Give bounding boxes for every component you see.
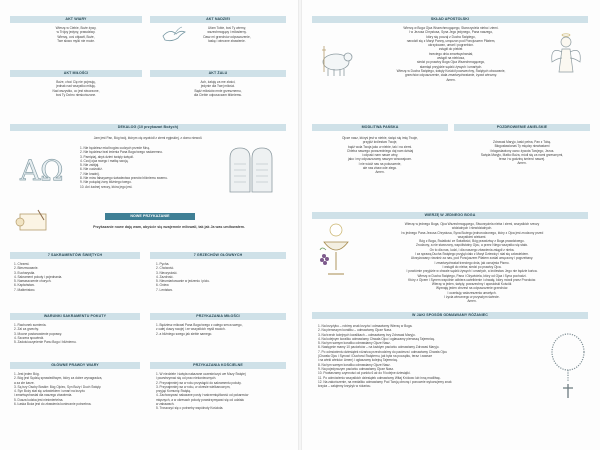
list-item: 2. Bóg jest Sędzią sprawiedliwym, który za dobre wynagradza, [14, 376, 103, 381]
list-item: 1. W niedziele i święta nakazane uczestniczyć we Mszy Świętej [156, 372, 246, 376]
text-line: ukrzyżowan, umarł i pogrzebion. [428, 43, 474, 48]
text-line: Dasz mi grzechów odpuszczenie, [203, 34, 251, 39]
text-line: I za sprawą Ducha Świętego przyjął ciało z Maryi Dziewicy i stał się człowiekiem. [415, 252, 529, 257]
list-item: 1. Nie będziesz miał bogów cudzych przede Mną. [80, 146, 150, 150]
list-item: 2. Bierzmowanie. [14, 266, 39, 271]
church-precepts-header: PRZYKAZANIA KOŚCIELNE [150, 362, 286, 369]
text-line: jednak nad wszystko miłuję. [56, 84, 96, 89]
text-line: I w jednego Pana Jezusa Chrystusa, Syna Bożego jednorodzonego, który z Ojca jest zrodzony przed [400, 230, 544, 235]
text-line: Bóg z Boga, Światłość ze Światłości, Bóg prawdziwy z Boga prawdziwego. [419, 239, 525, 244]
text-line: Amen. [517, 161, 527, 166]
new-commandment-header: NOWE PRZYKAZANIE [105, 213, 195, 220]
act-of-love-header: AKT MIŁOŚCI [10, 70, 142, 77]
text-line: Święta Maryjo, Matko Boża, módl się za nami grzesznymi, [480, 152, 564, 157]
text-line: Ukrzyżowany również za nas, pod Poncjuszem Piłatem został umęczony i pogrzebany. [410, 256, 534, 261]
text-line: Twe słowo mylić nie może. [57, 38, 95, 43]
list-item: krzyża – całujemy krzyżyk w różańcu. [318, 384, 372, 389]
text-line: Wierzę w Ducha Świętego, Pana i Ożywiciela, który od Ojca i Syna pochodzi. [417, 273, 527, 278]
text-line: Wierzę, coś objawił, Boże, [57, 34, 95, 39]
list-item: 5. Nie zabijaj. [80, 163, 100, 168]
act-of-contrition-header: AKT ŻALU [150, 70, 286, 77]
list-item: 5. Zadośćuczynienie Panu Bogu i bliźniemu. [14, 340, 77, 345]
scroll-icon [14, 208, 50, 236]
list-item: 8. Na tym samym koraliku odmawiamy Ojcze Nasz. [318, 362, 391, 367]
nicene-creed-text [356, 222, 588, 304]
apostles-creed-header: SKŁAD APOSTOLSKI [312, 16, 588, 23]
chalice-grapes-icon [316, 222, 360, 282]
list-item: 2. Przynajmniej raz w roku przystąpić do sakramentu pokuty. [156, 380, 242, 385]
lords-prayer-header: MODLITWA PAŃSKA [312, 124, 448, 131]
text-line: I nie wódź nas na pokuszenie, [358, 161, 402, 166]
list-item: 3. Mocne postanowienie poprawy. [14, 331, 62, 336]
decalogue-header: DEKALOG (10 przykazań Bożych) [10, 124, 286, 131]
list-item: i zmartwychwstał dla naszego zbawienia. [14, 393, 73, 398]
text-line: Amen. [446, 77, 456, 82]
act-of-contrition-text [150, 80, 286, 97]
list-item: 4. Zachowywać nakazane posty i wstrzemięźliwość od pokarmów [156, 393, 249, 398]
text-line: łaskę i wieczne zbawienie. [208, 38, 246, 43]
list-item: 6. Kapłaństwo. [14, 283, 35, 288]
list-item: 1. Rachunek sumienia. [14, 323, 47, 327]
nicene-creed-header: WIERZĘ W JEDNEGO BOGA [312, 212, 588, 219]
text-line: w Trójcy jedyny, prawdziwy. [56, 30, 96, 35]
rosary-list [318, 324, 546, 388]
main-truths-list [14, 372, 140, 406]
list-item: mięsnych, a w okresach pokuty powstrzymywać się od udziału [156, 397, 245, 402]
text-line: Wyznaję jeden chrzest na odpuszczenie grzechów. [435, 286, 509, 291]
list-item: 5. Dusza ludzka jest nieśmiertelna. [14, 397, 64, 402]
text-line: grzechów odpuszczenie, ciała zmartwychwstanie, żywot wieczny. [404, 73, 498, 78]
text-line: dla Ciebie odpuszczam bliźniemu. [193, 92, 243, 97]
list-item: 12. Na zakończenie, na medaliku odmawiamy Pod Twoją obronę i ponownie wykonujemy znak [318, 379, 452, 384]
list-item: 7. Po odmówieniu dziesiątek różańca przechodzimy do pacierza i odmawiamy Chwała Ojcu [318, 349, 447, 354]
text-line: Wierzę w Ducha Świętego, święty Kościół powszechny, Świętych obcowanie, [396, 68, 506, 73]
text-line: Wierzę w jednego Boga, Ojca Wszechmogącego, Stworzyciela nieba i ziemi, wszystkich rzeczy [404, 222, 540, 226]
list-item: 11. Po odmówieniu wszystkich dziesiątek odmawiamy Witaj Królowo lub inną modlitwę. [318, 375, 441, 380]
text-line: Ufam Tobie, boś Ty wierny, [208, 26, 246, 30]
text-line: ale nas zbaw ode złego. [362, 166, 398, 171]
text-line: Wierzę w Boga Ojca Wszechmogącego, Stworzyciela nieba i ziemi. [403, 26, 499, 30]
text-line: Wierzę w Ciebie, Boże żywy, [55, 26, 97, 30]
text-line: wstąpił na niebiosa, [437, 56, 465, 61]
hail-mary-text [454, 140, 590, 166]
list-item: 3. Nieczystość. [156, 270, 178, 275]
list-item: 2. Nie będziesz brał imienia Pana Boga twego nadaremno. [80, 150, 163, 155]
text-line: Ojcze nasz, któryś jest w niebie, święć się imię Twoje, [342, 136, 418, 140]
list-item: przyjąć Komunię Świętą. [156, 389, 191, 394]
penance-conditions-list [14, 323, 140, 344]
text-line: i błogosławiony owoc żywota Twojego, Jezus. [489, 148, 555, 153]
love-commandments-header: PRZYKAZANIA MIŁOŚCI [150, 313, 286, 320]
text-line: jedynie dla Twej miłości. [200, 84, 236, 89]
list-item: 3. Przynajmniej raz w roku, w okresie wielkanocnym, [156, 384, 231, 389]
list-item: a za złe karze. [14, 380, 35, 385]
apostles-creed-text [356, 26, 546, 82]
list-item: 5. Troszczyć się o potrzeby wspólnoty Kościoła. [156, 406, 224, 411]
church-precepts-list [156, 372, 286, 411]
list-item: 9. Nie pożądaj żony bliźniego twego. [80, 180, 132, 185]
text-line: Błogosławionaś Ty między niewiastami [494, 144, 550, 149]
text-line: bądź wola Twoja jako w niebie, tak i na ziemi. [347, 144, 413, 149]
text-line: Zrodzony, a nie stworzony, współistotny Ojcu, a przez Niego wszystko się stało. [415, 243, 529, 248]
text-line: I życia wiecznego w przyszłym świecie. [444, 295, 500, 300]
deadly-sins-list [156, 262, 286, 292]
list-item: w zabawach. [156, 402, 175, 407]
text-line: I wstąpił do nieba; siedzi po prawicy Ojca. [442, 264, 502, 269]
list-item: 6. Następnie mamy 10 paciorków – na każdym paciorku odmawiamy Zdrowaś Maryjo. [318, 345, 440, 350]
list-item: 1. Jest jeden Bóg. [14, 372, 40, 376]
text-line: Nad wszystko, co jest stworzone, [52, 88, 100, 93]
text-line: teraz i w godzinę śmierci naszej. [499, 157, 545, 162]
act-of-hope-text [176, 26, 278, 43]
text-line: narodził się z Maryi Panny, umęczon pod Poncjuszem Piłatem, [406, 38, 496, 43]
list-item: 2. a bliźniego swego jak siebie samego. [156, 331, 213, 336]
text-line: On to dla nas, ludzi, i dla naszego zbawienia zstąpił z nieba. [429, 247, 515, 252]
penance-conditions-header: WARUNKI SAKRAMENTU POKUTY [10, 313, 140, 320]
text-line: Amen. [467, 299, 477, 304]
list-item: 9. Na pojedynczym paciorku odmawiamy Ojcze Nasz. [318, 366, 394, 371]
text-line: Ach, żałuję za me złości, [200, 80, 236, 84]
sacraments-header: 7 SAKRAMENTÓW ŚWIĘTYCH [10, 252, 140, 259]
list-item: 3. Eucharystia. [14, 270, 36, 275]
list-item: 7. Lenistwo. [156, 287, 174, 292]
text-line: boś Ty Dobro nieskończone. [55, 92, 97, 97]
text-line: jako i my odpuszczamy naszym winowajcom. [348, 157, 412, 162]
act-of-love-text [10, 80, 142, 97]
list-item: 10. Powtarzamy czynności od punktu 6 aż do 9 kolejne dziesiątki. [318, 371, 411, 376]
text-line: przyjdź królestwo Twoje, [362, 140, 398, 145]
list-item: 10. Ani żadnej rzeczy, która jego jest. [80, 184, 133, 189]
angel-icon [548, 32, 584, 74]
text-line: Wierzę w jeden, święty, powszechny i apostolski Kościół. [431, 282, 513, 287]
svg-text:AΩ: AΩ [20, 154, 64, 187]
list-item: 4. Sakrament pokuty i pojednania. [14, 274, 63, 279]
main-truths-header: GŁÓWNE PRAWDY WIARY [10, 362, 140, 369]
rosary-header: W JAKI SPOSÓB ODMAWIAMY RÓŻANIEC [312, 312, 588, 319]
lords-prayer-text [312, 136, 448, 175]
text-line: Boże, choć Cię nie pojmuję, [56, 80, 96, 84]
lamb-icon [316, 42, 358, 80]
text-line: który się począł z Ducha Świętego, [426, 34, 476, 39]
text-line: siedzi po prawicy Boga Ojca Wszechmogącego, [416, 60, 486, 65]
text-line: I zmartwychwstał trzeciego dnia, jak oznajmia Pismo. [434, 260, 510, 265]
decalogue-intro: Jam jest Pan, Bóg twój, którym cię wywiódł z ziemi egipskiej, z domu niewoli. [93, 136, 203, 140]
list-item: 5. Nieumiarkowanie w jedzeniu i piciu. [156, 279, 210, 284]
text-line: wszechmogący i miłosierny. [207, 30, 247, 35]
list-item: 6. Gniew. [156, 283, 170, 288]
hail-mary-header: POZDROWIENIE ANIELSKIE [454, 124, 590, 131]
list-item: 2. Żal za grzechy. [14, 327, 39, 332]
list-item: 7. Małżeństwo. [14, 287, 36, 292]
list-item: (Chwała Ojcu i Synowi i Duchowi Świętemu, jak była na początku, teraz i zawsze [318, 354, 433, 359]
list-item: 2. Chciwość. [156, 266, 175, 271]
deadly-sins-header: 7 GRZECHÓW GŁÓWNYCH [150, 252, 286, 259]
text-line: I w Jezusa Chrystusa, Syna Jego jedynego, Pana naszego, [409, 30, 493, 35]
text-line: I powtórnie przyjdzie w chwale sądzić żywych i umarłych, a królestwu Jego nie będzie końca. [406, 269, 538, 274]
list-item: 1. Pycha. [156, 262, 170, 266]
list-item: 4. Na kolejnym koraliku odmawiamy Chwała Ojcu i ogłaszamy pierwszą Tajemnicę. [318, 336, 436, 341]
text-line: Bądź miłościw mnie grzesznemu, [194, 88, 242, 93]
list-item: 5. Namaszczenie chorych. [14, 279, 52, 284]
text-line: i odpuść nam nasze winy, [361, 153, 399, 158]
text-line: zstąpił do piekieł. [438, 47, 464, 52]
list-item: 4. Syn Boży stał się człowiekiem i umarł na krzyżu [14, 389, 85, 394]
act-of-hope-header: AKT NADZIEI [150, 16, 286, 23]
text-line: trzeciego dnia zmartwychwstał, [428, 51, 474, 56]
list-item: 1. Na krzyżyku – robimy znak krzyża i odmawiamy Wierzę w Boga. [318, 324, 413, 328]
list-item: 8. Nie mów fałszywego świadectwa przeciw bliźniemu swemu. [80, 176, 168, 181]
list-item: 1. Chrzest. [14, 262, 30, 266]
text-line: wszystkimi wiekami. [457, 234, 487, 239]
list-item: i na wieki wieków. Amen) i ogłaszamy kolejną Tajemnicę. [318, 358, 399, 363]
alpha-omega-icon [18, 150, 76, 188]
act-of-faith-text [10, 26, 142, 43]
list-item: 4. Szczera spowiedź. [14, 335, 45, 340]
text-line: Chleba naszego powszedniego daj nam dzisiaj [346, 148, 414, 153]
list-item: 4. Czcij ojca swego i matkę swoją. [80, 158, 129, 163]
text-line: Amen. [375, 170, 385, 175]
list-item: i powstrzymać się od prac niekoniecznych. [156, 376, 217, 381]
rosary-icon [546, 330, 590, 400]
list-item: z całej duszy swojej i ze wszystkich myśli swoich. [156, 327, 226, 332]
list-item: 4. Zazdrość. [156, 274, 174, 279]
list-item: 3. Są trzy Osoby Boskie: Bóg Ojciec, Syn Boży i Duch Święty. [14, 384, 102, 389]
text-line: I oczekuję wskrzeszenia umarłych. [447, 290, 497, 295]
list-item: 2. Na pierwszym koraliku – odmawiamy Ojcze Nasz. [318, 328, 393, 333]
list-item: 3. Na trzech kolejnych koralikach – odmawiamy trzy Zdrowaś Maryjo. [318, 332, 416, 337]
text-line: widzialnych i niewidzialnych. [451, 226, 493, 231]
list-item: 6. Łaska Boża jest do zbawienia koniecznie potrzebna. [14, 402, 92, 407]
list-item: 7. Nie kradnij. [80, 171, 100, 176]
new-commandment-text: Przykazanie nowe daję wam, abyście się wzajemnie miłowali, tak jak Ja was umiłowałem. [93, 225, 245, 229]
text-line: Zdrowaś Maryjo, łaski pełna, Pan z Tobą. [492, 140, 552, 144]
love-commandments-list [156, 323, 286, 336]
act-of-faith-header: AKT WIARY [10, 16, 142, 23]
decalogue-list [80, 146, 220, 189]
text-line: Który z Ojcem i Synem wspólnie odbiera uwielbienie i chwałę, który mówił przez Proroków. [408, 277, 536, 282]
text-line: stamtąd przyjdzie sądzić żywych i umarłych. [419, 64, 483, 69]
stone-tablets-icon [226, 144, 278, 194]
list-item: 3. Pamiętaj, abyś dzień święty święcił. [80, 154, 134, 159]
sacraments-list [14, 262, 140, 292]
list-item: 1. Będziesz miłował Pana Boga twego z całego serca swego, [156, 323, 243, 327]
list-item: 6. Nie cudzołóż. [80, 167, 103, 172]
list-item: 5. Na tym samym koraliku odmawiamy Ojcze Nasz. [318, 341, 391, 346]
